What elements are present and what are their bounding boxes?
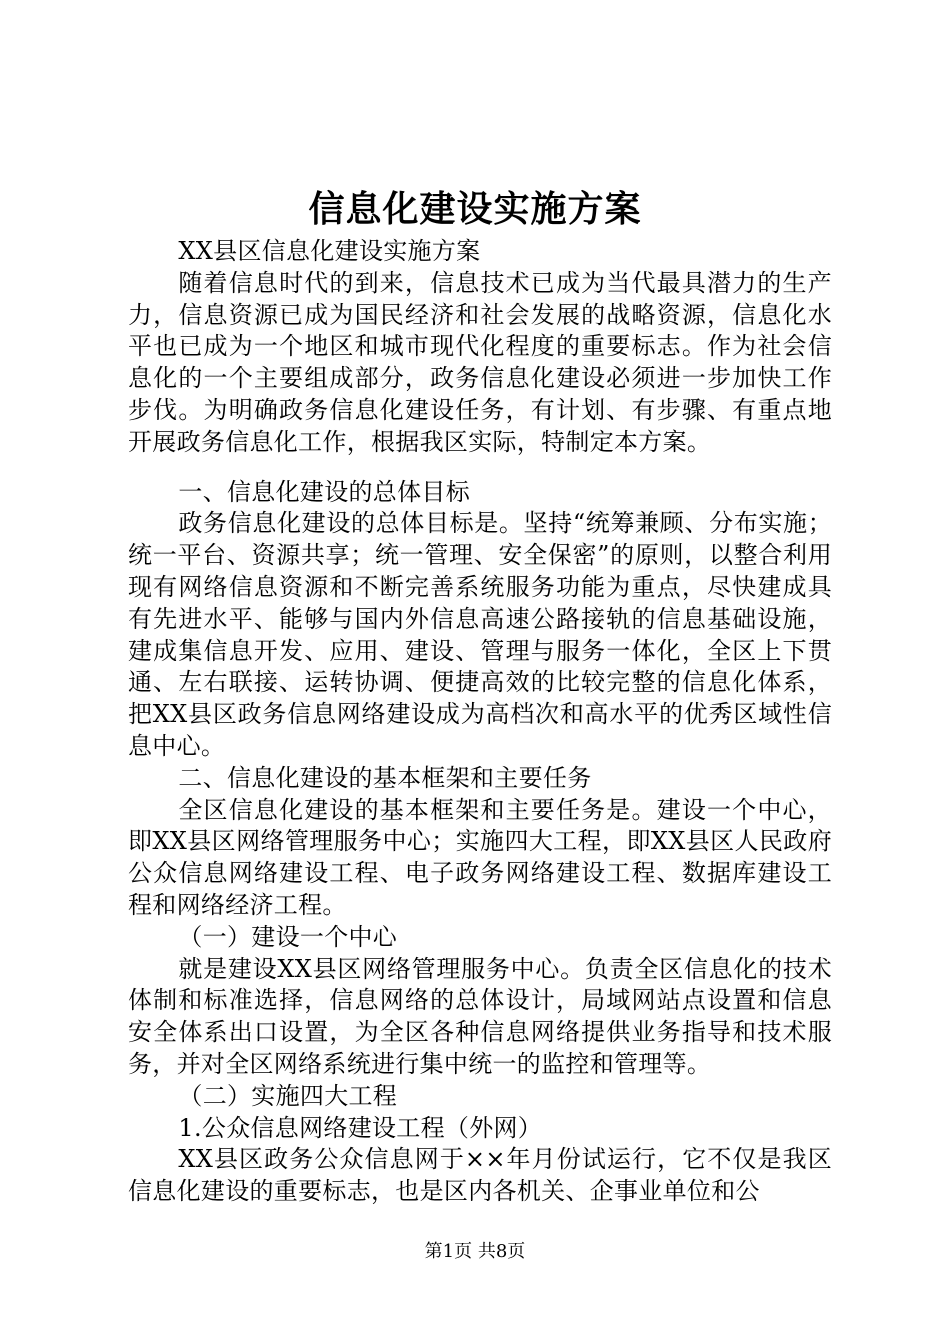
framework-paragraph: 全区信息化建设的基本框架和主要任务是。建设一个中心，即XX县区网络管理服务中心；实施四大工程，即XX县区人民政府公众信息网络建设工程、电子政务网络建设工程、数据库建设工程和网络经济工程。 <box>128 795 832 919</box>
intro-paragraph: 随着信息时代的到来，信息技术已成为当代最具潜力的生产力，信息资源已成为国民经济和社会发展的战略资源，信息化水平也已成为一个地区和城市现代化程度的重要标志。作为社会信息化的一个主要组成部分，政务信息化建设必须进一步加快工作步伐。为明确政务信息化建设任务，有计划、有步骤、有重点地开展政务信息化工作，根据我区实际，特制定本方案。 <box>128 268 832 456</box>
section-heading-2: 二、信息化建设的基本框架和主要任务 <box>178 763 592 792</box>
subsection-heading-1: （一）建设一个中心 <box>178 922 398 951</box>
item-heading-1: 1.公众信息网络建设工程（外网） <box>178 1113 543 1142</box>
goal-paragraph: 政务信息化建设的总体目标是。坚持“统筹兼顾、分布实施；统一平台、资源共享；统一管理、安全保密”的原则，以整合利用现有网络信息资源和不断完善系统服务功能为重点，尽快建成具有先进水平、能够与国内外信息高速公路接轨的信息基础设施，建成集信息开发、应用、建设、管理与服务一体化，全区上下贯通、左右联接、运转协调、便捷高效的比较完整的信息化体系，把XX县区政务信息网络建设成为高档次和高水平的优秀区域性信息中心。 <box>128 509 832 760</box>
document-body <box>128 236 832 1208</box>
subtitle-paragraph: XX县区信息化建设实施方案 <box>178 237 481 265</box>
section-heading-1: 一、信息化建设的总体目标 <box>178 477 470 506</box>
public-network-paragraph: XX县区政务公众信息网于××年月份试运行，它不仅是我区信息化建设的重要标志，也是区内各机关、企事业单位和公 <box>128 1145 832 1206</box>
center-paragraph: 就是建设XX县区网络管理服务中心。负责全区信息化的技术体制和标准选择，信息网络的总体设计，局域网站点设置和信息安全体系出口设置，为全区各种信息网络提供业务指导和技术服务，并对全区网络系统进行集中统一的监控和管理等。 <box>128 954 832 1078</box>
page-number: 第1页 共8页 <box>424 1241 526 1262</box>
document-title: 信息化建设实施方案 <box>308 188 642 230</box>
subsection-heading-2: （二）实施四大工程 <box>178 1081 398 1110</box>
